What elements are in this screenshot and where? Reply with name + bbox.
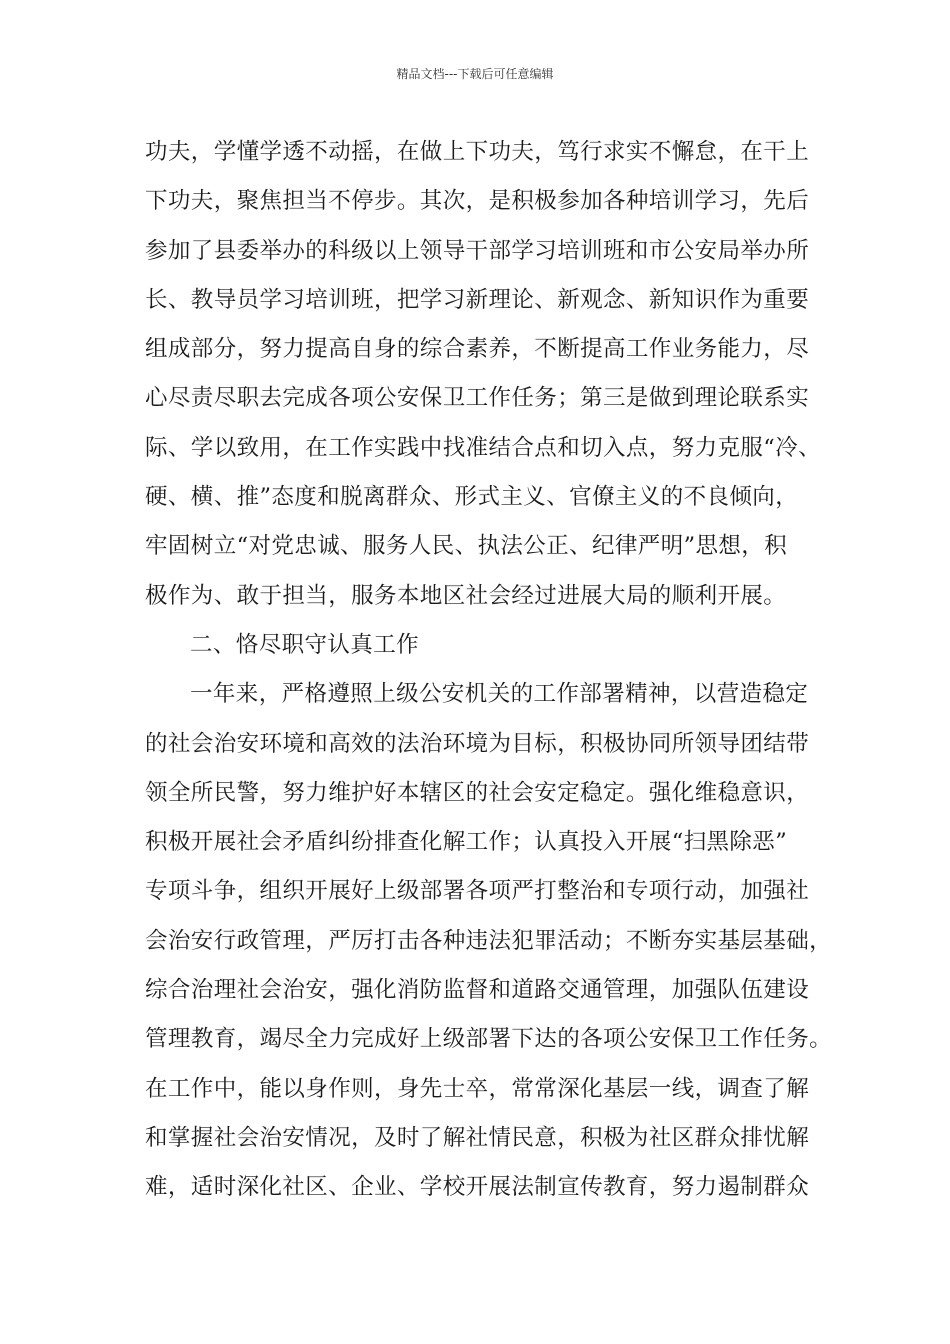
text-line: 参加了县委举办的科级以上领导干部学习培训班和市公安局举办所 [145, 237, 810, 264]
text-line: 领全所民警，努力维护好本辖区的社会安定稳定。强化维稳意识， [145, 779, 810, 806]
text-line: 组成部分，努力提高自身的综合素养，不断提高工作业务能力，尽 [145, 336, 810, 363]
text-line: 长、教导员学习培训班，把学习新理论、新观念、新知识作为重要 [145, 286, 810, 313]
text-line: 难，适时深化社区、企业、学校开展法制宣传教育，努力遏制群众 [145, 1174, 810, 1201]
text-line: 极作为、敢于担当，服务本地区社会经过进展大局的顺利开展。 [145, 582, 787, 609]
text-line: 综合治理社会治安，强化消防监督和道路交通管理，加强队伍建设 [145, 977, 810, 1004]
section-heading: 二、恪尽职守认真工作 [190, 631, 420, 658]
text-line: 在工作中，能以身作则，身先士卒，常常深化基层一线，调查了解 [145, 1075, 810, 1102]
text-line: 积极开展社会矛盾纠纷排查化解工作；认真投入开展“扫黑除恶” [145, 829, 788, 856]
text-line: 专项斗争，组织开展好上级部署各项严打整治和专项行动，加强社 [145, 878, 810, 905]
text-line: 际、学以致用，在工作实践中找准结合点和切入点，努力克服“冷、 [145, 434, 822, 461]
text-line: 管理教育，竭尽全力完成好上级部署下达的各项公安保卫工作任务。 [145, 1026, 833, 1053]
page-header: 精品文档---下载后可任意编辑 [396, 67, 554, 81]
text-line: 的社会治安环境和高效的法治环境为目标，积极协同所领导团结带 [145, 730, 810, 757]
paragraph-start-line: 一年来，严格遵照上级公安机关的工作部署精神，以营造稳定 [190, 681, 809, 708]
text-line: 下功夫，聚焦担当不停步。其次，是积极参加各种培训学习，先后 [145, 188, 810, 215]
document-body [145, 128, 833, 1213]
text-line: 硬、横、推”态度和脱离群众、形式主义、官僚主义的不良倾向， [145, 484, 799, 511]
text-line: 牢固树立“对党忠诚、服务人民、执法公正、纪律严明”思想，积 [145, 533, 788, 560]
text-line: 功夫，学懂学透不动摇，在做上下功夫，笃行求实不懈怠，在干上 [145, 139, 810, 165]
text-line: 和掌握社会治安情况，及时了解社情民意，积极为社区群众排忧解 [145, 1124, 810, 1151]
text-line: 会治安行政管理，严厉打击各种违法犯罪活动；不断夯实基层基础， [145, 927, 833, 954]
text-line: 心尽责尽职去完成各项公安保卫工作任务；第三是做到理论联系实 [145, 385, 810, 412]
